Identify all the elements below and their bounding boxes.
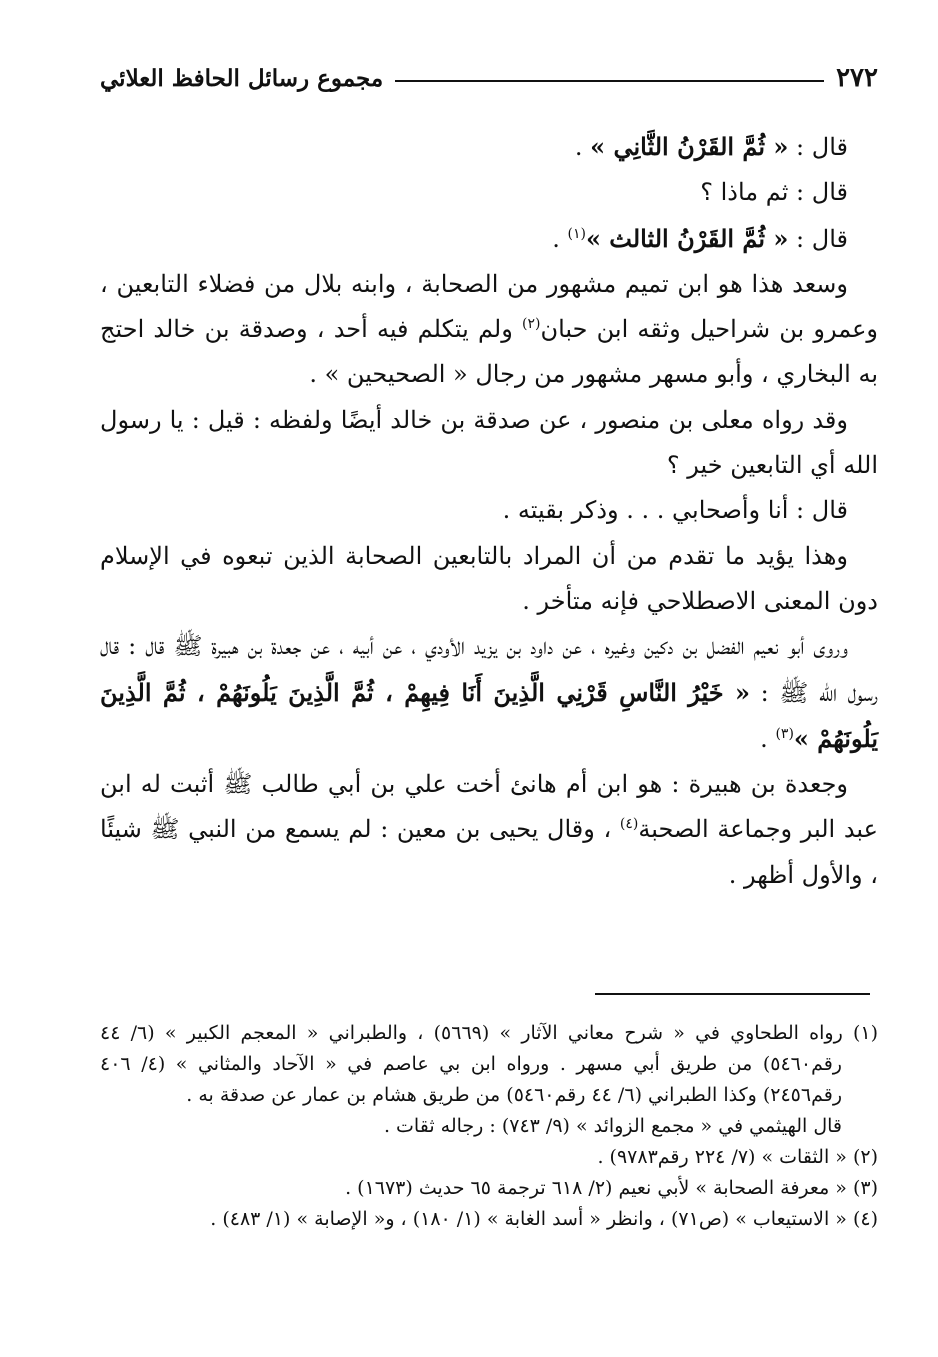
paragraph-8-tail: .: [760, 724, 776, 753]
footnote-ref-3: (٣): [775, 725, 794, 742]
footnote-1-continued: قال الهيثمي في « مجمع الزوائد » (٩/ ٧٤٣) : رجاله ثقات .: [383, 1115, 842, 1137]
footnote-3: (٣) « معرفة الصحابة » لأبي نعيم (٢/ ٦١٨ ترجمة ٦٥ حديث (١٦٧٣) .: [345, 1177, 878, 1199]
paragraph-1: [100, 124, 878, 170]
paragraph-9: [100, 762, 878, 898]
paragraph-3-lead: قال :: [788, 224, 848, 253]
paragraph-6: قال : أنا وأصحابي . . . وذكر بقيته .: [502, 496, 848, 525]
footnote-1: (١) رواه الطحاوي في « شرح معاني الآثار » (٥٦٦٩) ، والطبراني « المعجم الكبير » (٦/ ٤٤ رقم٥٤٦٠) من طريق أبي مسهر . ورواه ابن بي عاصم في « الآحاد والمثاني » (٤/ ٤٠٦ رقم٢٤٥٦) وكذا الطبراني (٦/ ٤٤ رقم٥٤٦٠) من طريق هشام بن عمار عن صدقة به .: [100, 1022, 879, 1106]
paragraph-2: قال : ثم ماذا ؟: [700, 178, 848, 207]
paragraph-7: وهذا يؤيد ما تقدم من أن المراد بالتابعين الصحابة الذين تبعوه في الإسلام دون المعنى الاصطلاحي فإنه متأخر .: [100, 541, 878, 615]
paragraph-4: [100, 262, 878, 398]
footnotes: [100, 1018, 878, 1235]
paragraph-8-text: وروى أبو نعيم الفضل بن دكين وغيره ، عن داود بن يزيد الأودي ، عن أبيه ، عن جعدة بن هبيرة ﷺ قال : قال رسول الله ﷺ :: [100, 632, 878, 707]
hadith-quote-8: « خَيْرُ النَّاسِ قَرْنِي الَّذِينَ أَنَا فِيهِمْ ، ثُمَّ الَّذِينَ يَلُونَهُمْ ، ثُمَّ الَّذِينَ يَلُونَهُمْ »: [100, 677, 878, 753]
paragraph-5: وقد رواه معلى بن منصور ، عن صدقة بن خالد أيضًا ولفظه : قيل : يا رسول الله أي التابعين خير ؟: [100, 405, 878, 480]
paragraph-1-lead: قال :: [788, 133, 848, 161]
paragraph-3: [100, 216, 878, 262]
paragraph-4-text-b: ولم يتكلم فيه أحد ، وصدقة بن خالد احتج به البخاري ، وأبو مسهر مشهور من رجال « الصحيحين » .: [100, 315, 878, 389]
page-header: [100, 60, 878, 96]
paragraph-3-tail: .: [552, 224, 568, 253]
footnote-separator: [595, 993, 870, 995]
paragraph-9-text-b: ، وقال يحيى بن معين : لم يسمع من النبي ﷺ شيئًا ، والأول أظهر .: [100, 815, 878, 889]
page-number: ٢٧٢: [836, 63, 878, 93]
header-rule: [395, 80, 824, 82]
footnote-4: (٤) « الاستيعاب » (ص٧١) ، وانظر « أسد الغابة » (١/ ١٨٠) ، و« الإصابة » (١/ ٤٨٣) .: [210, 1208, 878, 1230]
footnote-2: (٢) « الثقات » (٧/ ٢٢٤ رقم٩٧٨٣) .: [597, 1146, 878, 1168]
paragraph-8: [100, 624, 878, 762]
footnote-ref-1: (١): [567, 225, 586, 242]
hadith-quote-3: « ثُمَّ القَرْنُ الثالث »: [585, 223, 789, 253]
footnote-ref-2: (٢): [521, 316, 541, 333]
paragraph-1-tail: .: [574, 133, 591, 161]
paragraph-4-text-a: وسعد هذا هو ابن تميم مشهور من الصحابة ، وابنه بلال من فضلاء التابعين ، وعمرو بن شراحيل وثقه ابن حبان: [100, 269, 878, 344]
main-text: [100, 124, 878, 898]
running-title: مجموع رسائل الحافظ العلائي: [100, 64, 384, 92]
paragraph-9-text-a: وجعدة بن هبيرة : هو ابن أم هانئ أخت علي بن أبي طالب ﷺ أثبت له ابن عبد البر وجماعة الصحبة: [100, 770, 878, 844]
hadith-quote-1: « ثُمَّ القَرْنُ الثَّانِي »: [590, 132, 789, 161]
footnote-ref-4: (٤): [619, 816, 639, 833]
